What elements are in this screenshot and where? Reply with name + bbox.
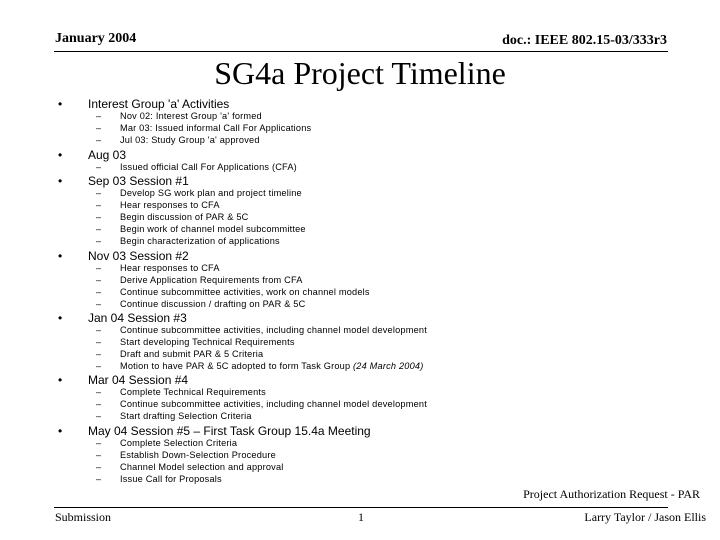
sub-bullet-item — [120, 212, 249, 222]
sub-bullet-dash: – — [96, 287, 102, 298]
sub-bullet-dash: – — [96, 212, 102, 223]
sub-bullet-dash: – — [96, 450, 102, 461]
sub-bullet-item — [120, 224, 306, 234]
sub-bullet-item — [120, 299, 305, 309]
sub-bullet-dash: – — [96, 337, 102, 348]
sub-bullet-text: Issued official Call For Applications (CFA) — [120, 162, 297, 172]
sub-bullet-dash: – — [96, 325, 102, 335]
bullet-item: Nov 03 Session #2 — [88, 249, 189, 263]
sub-bullet-item — [120, 162, 297, 172]
sub-bullet-item — [120, 236, 280, 246]
sub-bullet-item — [120, 438, 237, 448]
par-label: Project Authorization Request - PAR — [523, 487, 700, 501]
sub-bullet-item — [120, 111, 262, 121]
footer-page-number: 1 — [358, 510, 364, 524]
sub-bullet-dash: – — [96, 200, 102, 211]
sub-bullet-text: Draft and submit PAR & 5 Criteria — [120, 349, 264, 360]
sub-bullet-text: Continue subcommittee activities, including channel model development — [120, 399, 427, 410]
sub-bullet-item — [120, 135, 260, 145]
bullet-item: May 04 Session #5 – First Task Group 15.4a Meeting — [88, 424, 371, 438]
sub-bullet-item — [120, 337, 295, 347]
header-date: January 2004 — [55, 31, 137, 46]
bullet-marker: • — [58, 424, 63, 438]
sub-bullet-dash: – — [96, 462, 102, 473]
sub-bullet-item — [120, 287, 370, 297]
sub-bullet-text: Develop SG work plan and project timeline — [120, 188, 302, 198]
footer-rule — [54, 507, 668, 508]
bullet-marker: • — [58, 174, 63, 188]
sub-bullet-dash: – — [96, 123, 102, 134]
bullet-item: Aug 03 — [88, 148, 127, 162]
sub-bullet-dash: – — [96, 263, 102, 273]
sub-bullet-dash: – — [96, 299, 102, 310]
sub-bullet-dash: – — [96, 275, 102, 286]
sub-bullet-text: Motion to have PAR & 5C adopted to form Task Group — [120, 361, 351, 372]
sub-bullet-text: Start drafting Selection Criteria — [120, 411, 252, 422]
bullet-item: Jan 04 Session #3 — [88, 311, 187, 325]
sub-bullet-dash: – — [96, 188, 102, 198]
sub-bullet-text: Complete Selection Criteria — [120, 438, 238, 448]
sub-bullet-dash: – — [96, 349, 102, 360]
sub-bullet-item — [120, 361, 423, 371]
sub-bullet-item — [120, 411, 252, 421]
sub-bullet-text: Continue subcommittee activities, work on channel models — [120, 287, 370, 298]
sub-bullet-text: Complete Technical Requirements — [120, 387, 266, 397]
header-doc-id: doc.: IEEE 802.15-03/333r3 — [502, 33, 667, 48]
sub-bullet-text: Continue subcommittee activities, including channel model development — [120, 325, 427, 335]
sub-bullet-text: Jul 03: Study Group 'a' approved — [120, 135, 260, 146]
sub-bullet-dash: – — [96, 224, 102, 235]
sub-bullet-dash: – — [96, 361, 102, 372]
sub-bullet-text: Hear responses to CFA — [120, 200, 220, 211]
bullet-marker: • — [58, 311, 63, 325]
sub-bullet-item — [120, 188, 302, 198]
sub-bullet-dash: – — [96, 162, 102, 172]
bullet-marker: • — [58, 373, 63, 387]
sub-bullet-item — [120, 275, 303, 285]
sub-bullet-item — [120, 263, 220, 273]
sub-bullet-item — [120, 200, 220, 210]
sub-bullet-item — [120, 399, 427, 409]
sub-bullet-text: Begin work of channel model subcommittee — [120, 224, 306, 235]
bullet-item: Interest Group 'a' Activities — [88, 97, 230, 111]
slide-title: SG4a Project Timeline — [214, 55, 506, 91]
sub-bullet-text: Begin characterization of applications — [120, 236, 280, 247]
header-rule — [54, 51, 668, 52]
sub-bullet-dash: – — [96, 474, 102, 485]
sub-bullet-text: Nov 02: Interest Group 'a' formed — [120, 111, 262, 121]
sub-bullet-text: Issue Call for Proposals — [120, 474, 222, 485]
footer-authors: Larry Taylor / Jason Ellis — [584, 510, 706, 524]
sub-bullet-dash: – — [96, 399, 102, 410]
sub-bullet-dash: – — [96, 387, 102, 397]
sub-bullet-item — [120, 462, 284, 472]
sub-bullet-item — [120, 387, 266, 397]
sub-bullet-text: Channel Model selection and approval — [120, 462, 284, 473]
bullet-marker: • — [58, 97, 63, 111]
sub-bullet-item — [120, 123, 311, 133]
sub-bullet-item — [120, 325, 427, 335]
sub-bullet-text: Begin discussion of PAR & 5C — [120, 212, 249, 223]
footer-submission: Submission — [55, 510, 112, 524]
sub-bullet-text: Hear responses to CFA — [120, 263, 220, 273]
sub-bullet-text: Mar 03: Issued informal Call For Applications — [120, 123, 312, 134]
sub-bullet-dash: – — [96, 438, 102, 448]
sub-bullet-text: Start developing Technical Requirements — [120, 337, 295, 348]
sub-bullet-date-note: (24 March 2004) — [353, 361, 424, 372]
sub-bullet-text: Derive Application Requirements from CFA — [120, 275, 303, 286]
sub-bullet-text: Continue discussion / drafting on PAR & 5C — [120, 299, 306, 310]
sub-bullet-item — [120, 349, 263, 359]
bullet-item: Sep 03 Session #1 — [88, 174, 189, 188]
sub-bullet-item — [120, 474, 222, 484]
sub-bullet-dash: – — [96, 135, 102, 146]
sub-bullet-dash: – — [96, 411, 102, 422]
sub-bullet-dash: – — [96, 111, 102, 121]
bullet-marker: • — [58, 148, 63, 162]
sub-bullet-item — [120, 450, 276, 460]
bullet-item: Mar 04 Session #4 — [88, 373, 189, 387]
bullet-marker: • — [58, 249, 63, 263]
sub-bullet-dash: – — [96, 236, 102, 247]
sub-bullet-text: Establish Down-Selection Procedure — [120, 450, 276, 461]
